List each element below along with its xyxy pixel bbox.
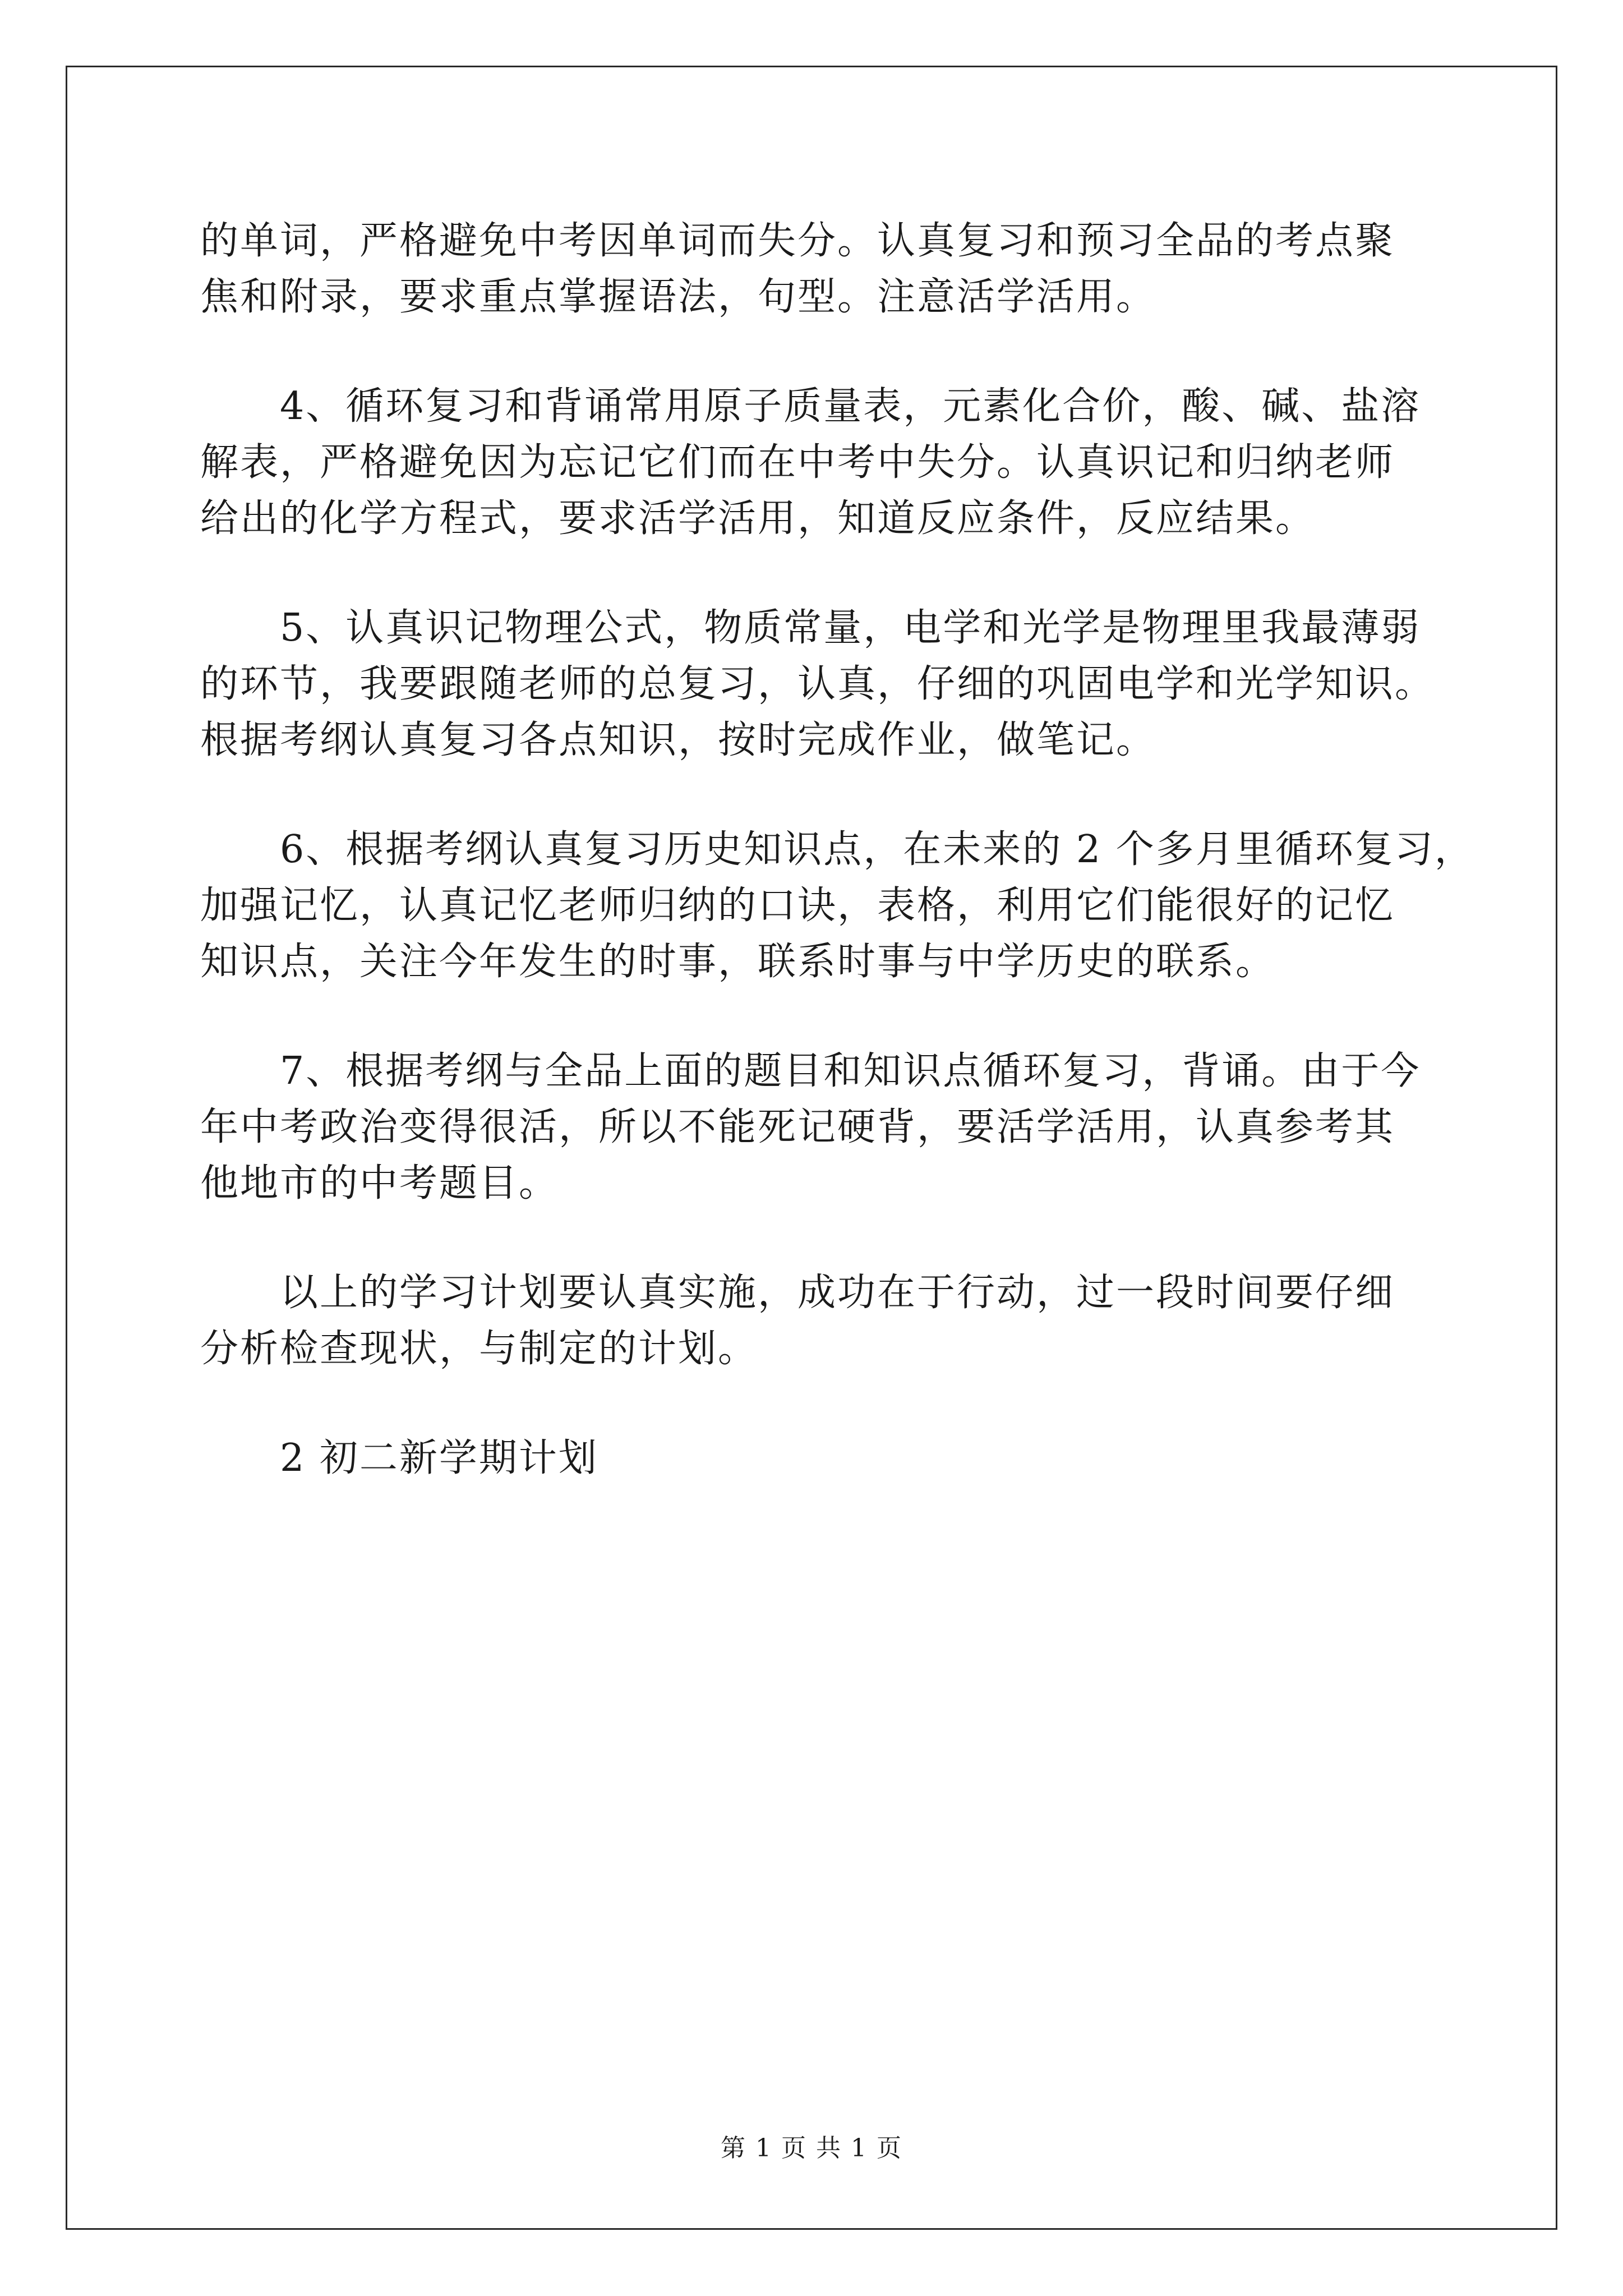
page-footer: 第 1 页 共 1 页 bbox=[721, 2134, 902, 2162]
text-line: 4、循环复习和背诵常用原子质量表，元素化合价，酸、碱、盐溶 bbox=[280, 384, 1421, 429]
text-line: 加强记忆，认真记忆老师归纳的口诀，表格，利用它们能很好的记忆 bbox=[200, 884, 1395, 928]
text-line: 的单词，严格避免中考因单词而失分。认真复习和预习全品的考点聚 bbox=[200, 219, 1395, 263]
text-line: 的环节，我要跟随老师的总复习，认真，仔细的巩固电学和光学知识。 bbox=[200, 662, 1435, 706]
document-body bbox=[200, 213, 1474, 1540]
paragraph-politics bbox=[200, 1043, 1423, 1212]
text-line: 6、根据考纲认真复习历史知识点，在未来的 2 个多月里循环复习， bbox=[280, 827, 1474, 872]
text-line: 他地市的中考题目。 bbox=[200, 1161, 559, 1205]
paragraph-history bbox=[200, 822, 1474, 990]
text-line: 5、认真识记物理公式，物质常量，电学和光学是物理里我最薄弱 bbox=[280, 606, 1421, 650]
paragraph-physics bbox=[200, 600, 1435, 769]
text-line: 给出的化学方程式，要求活学活用，知道反应条件，反应结果。 bbox=[200, 496, 1316, 541]
text-line: 7、根据考纲与全品上面的题目和知识点循环复习，背诵。由于今 bbox=[280, 1049, 1421, 1093]
paragraph-english bbox=[200, 213, 1423, 325]
text-line: 年中考政治变得很活，所以不能死记硬背，要活学活用，认真参考其 bbox=[200, 1105, 1395, 1149]
section-heading-text: 2 初二新学期计划 bbox=[280, 1436, 598, 1480]
text-line: 以上的学习计划要认真实施，成功在于行动，过一段时间要仔细 bbox=[280, 1271, 1395, 1315]
text-line: 知识点，关注今年发生的时事，联系时事与中学历史的联系。 bbox=[200, 940, 1276, 984]
text-line: 分析检查现状，与制定的计划。 bbox=[200, 1327, 758, 1371]
paragraph-summary bbox=[200, 1265, 1423, 1377]
text-line: 解表，严格避免因为忘记它们而在中考中失分。认真识记和归纳老师 bbox=[200, 440, 1395, 485]
paragraph-chemistry bbox=[200, 379, 1423, 547]
section-heading bbox=[200, 1430, 1423, 1487]
text-line: 根据考纲认真复习各点知识，按时完成作业，做笔记。 bbox=[200, 718, 1156, 762]
text-line: 焦和附录，要求重点掌握语法，句型。注意活学活用。 bbox=[200, 275, 1156, 319]
